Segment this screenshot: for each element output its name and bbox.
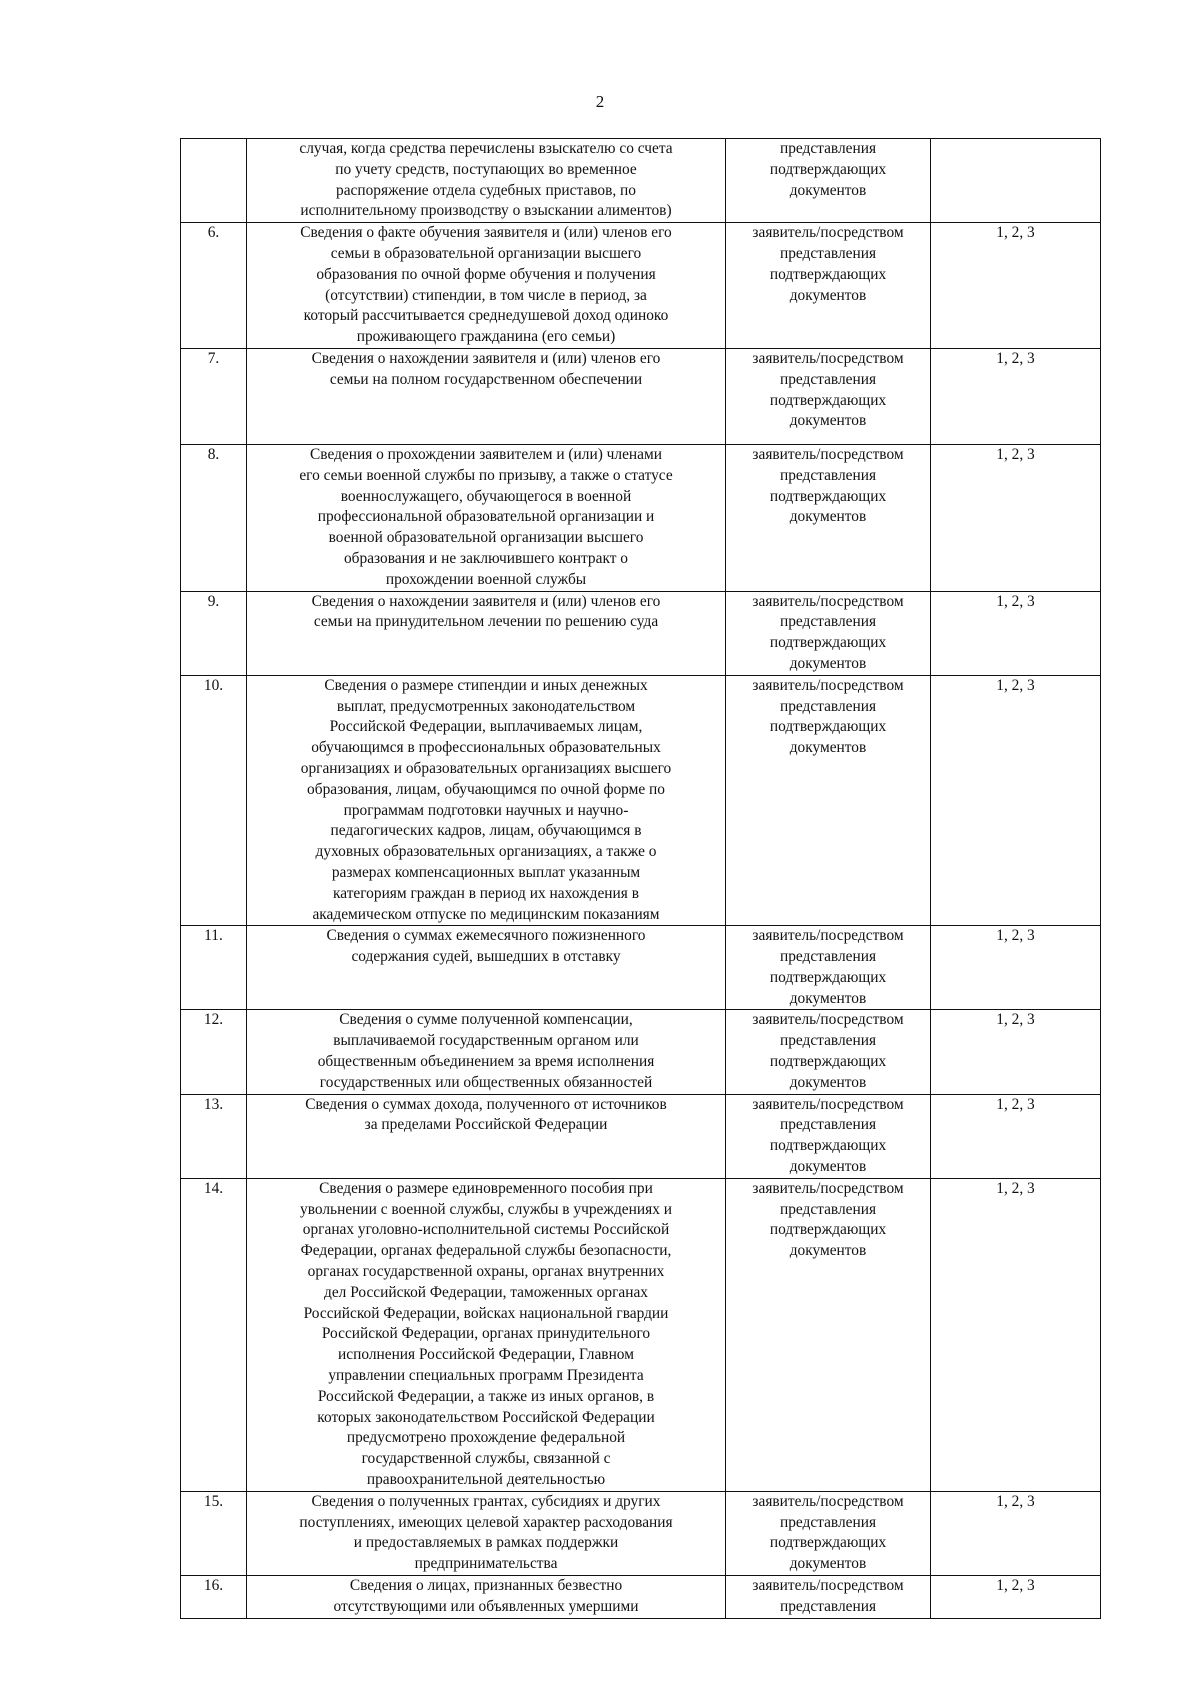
cell-text: 15.	[203, 1492, 224, 1510]
cell-text: 9.	[207, 592, 220, 610]
reference-cell	[931, 223, 1101, 349]
reference-cell	[931, 926, 1101, 1010]
text-line: представления	[779, 1116, 877, 1134]
reference-cell	[931, 1491, 1101, 1575]
reference-cell	[931, 139, 1101, 223]
text-line: представления	[779, 244, 877, 262]
cell-text: 16.	[203, 1577, 224, 1594]
text-line: представления	[779, 1032, 877, 1050]
reference-cell	[931, 591, 1101, 675]
text-line: документов	[789, 989, 867, 1007]
text-line: которых законодательством Российской Федерации	[317, 1408, 655, 1426]
text-line: исполнительному производству о взыскании алиментов)	[300, 202, 672, 220]
text-line: Российской Федерации, а также из иных органов, в	[317, 1387, 655, 1405]
text-line: документов	[789, 412, 867, 430]
cell-text: 10.	[203, 676, 224, 694]
description-cell	[247, 1178, 726, 1491]
source-cell	[726, 591, 931, 675]
text-line: Российской Федерации, войсках национальной гвардии	[303, 1304, 669, 1322]
text-line: документов	[789, 1073, 867, 1091]
text-line: представления	[779, 948, 877, 966]
description-cell	[247, 139, 726, 223]
source-cell	[726, 675, 931, 926]
text-line: Федерации, органах федеральной службы безопасности,	[300, 1242, 672, 1260]
reference-cell	[931, 1094, 1101, 1178]
text-line: отсутствующими или объявленных умершими	[333, 1597, 639, 1615]
cell-text: 12.	[203, 1011, 224, 1029]
source-cell	[726, 1576, 931, 1619]
text-line: размерах компенсационных выплат указанным	[331, 863, 641, 881]
text-line: образования, лицам, обучающимся по очной форме по	[307, 780, 665, 798]
text-line: категориям граждан в период их нахождения в	[333, 884, 639, 902]
text-line: выплачиваемой государственным органом или	[333, 1032, 639, 1050]
text-line: академическом отпуске по медицинским показаниям	[312, 905, 660, 923]
cell-text: 1, 2, 3	[996, 1577, 1035, 1594]
source-cell	[726, 223, 931, 349]
table-row	[181, 348, 1101, 444]
text-line: прохождении военной службы	[385, 570, 587, 588]
reference-cell	[931, 1178, 1101, 1491]
text-line: подтверждающих	[769, 1221, 887, 1239]
text-line: заявитель/посредством	[752, 592, 904, 610]
text-line: государственной службы, связанной с	[361, 1450, 611, 1468]
text-line: Сведения о лицах, признанных безвестно	[349, 1577, 623, 1594]
text-line: Российской Федерации, органах принудительного	[321, 1325, 651, 1343]
table-row	[181, 1094, 1101, 1178]
text-line: подтверждающих	[769, 718, 887, 736]
text-line: Сведения о суммах ежемесячного пожизненного	[326, 927, 646, 945]
cell-text: 14.	[203, 1179, 224, 1197]
text-line: представления	[779, 1513, 877, 1531]
text-line: подтверждающих	[769, 265, 887, 283]
cell-text: 1, 2, 3	[996, 676, 1035, 694]
description-cell	[247, 591, 726, 675]
text-line: по учету средств, поступающих во временное	[335, 160, 637, 178]
table-row	[181, 591, 1101, 675]
text-line: Сведения о размере стипендии и иных денежных	[324, 676, 648, 694]
reference-cell	[931, 348, 1101, 444]
text-line: обучающимся в профессиональных образовательных	[311, 739, 661, 757]
reference-cell	[931, 675, 1101, 926]
text-line: образования по очной форме обучения и получения	[316, 265, 656, 283]
description-cell	[247, 444, 726, 591]
table-row	[181, 139, 1101, 223]
cell-text: 1, 2, 3	[996, 927, 1035, 945]
text-line: документов	[789, 181, 867, 199]
text-line: заявитель/посредством	[752, 927, 904, 945]
text-line: подтверждающих	[769, 1534, 887, 1552]
reference-cell	[931, 444, 1101, 591]
table-row	[181, 926, 1101, 1010]
row-number-cell	[181, 675, 247, 926]
table-body	[181, 139, 1101, 1619]
text-line: представления	[779, 140, 877, 157]
text-line: документов	[789, 1555, 867, 1573]
source-cell	[726, 1094, 931, 1178]
text-line: распоряжение отдела судебных приставов, по	[336, 181, 636, 199]
cell-text: 11.	[204, 927, 223, 945]
row-number-cell	[181, 1010, 247, 1094]
text-line: и предоставляемых в рамках поддержки	[353, 1534, 619, 1552]
text-line: подтверждающих	[769, 391, 887, 409]
cell-text: 1, 2, 3	[996, 1011, 1035, 1029]
text-line: профессиональной образовательной организации и	[317, 508, 655, 526]
text-line: представления	[779, 466, 877, 484]
text-line: документов	[789, 739, 867, 757]
text-line: документов	[789, 654, 867, 672]
text-line: (отсутствии) стипендии, в том числе в период, за	[325, 286, 647, 304]
text-line: содержания судей, вышедших в отставку	[351, 948, 621, 966]
cell-text: 7.	[207, 349, 220, 367]
row-number-cell	[181, 139, 247, 223]
text-line: подтверждающих	[769, 634, 887, 652]
text-line: заявитель/посредством	[752, 1011, 904, 1029]
text-line: организациях и образовательных организациях высшего	[300, 759, 672, 777]
row-number-cell	[181, 591, 247, 675]
description-cell	[247, 675, 726, 926]
text-line: заявитель/посредством	[752, 1577, 904, 1594]
description-cell	[247, 348, 726, 444]
reference-cell	[931, 1576, 1101, 1619]
text-line: Сведения о факте обучения заявителя и (или) членов его	[300, 224, 672, 242]
text-line: Сведения о суммах дохода, полученного от источников	[305, 1095, 667, 1113]
description-cell	[247, 926, 726, 1010]
text-line: заявитель/посредством	[752, 1095, 904, 1113]
text-line: Сведения о размере единовременного пособия при	[319, 1179, 653, 1197]
text-line: программам подготовки научных и научно-	[343, 801, 629, 819]
cell-text: 1, 2, 3	[996, 1179, 1035, 1197]
table-row	[181, 444, 1101, 591]
text-line: случая, когда средства перечислены взыскателю со счета	[299, 140, 673, 157]
text-line: который рассчитывается среднедушевой доход одиноко	[303, 307, 669, 325]
text-line: заявитель/посредством	[752, 676, 904, 694]
table-row	[181, 1491, 1101, 1575]
cell-text: 6.	[207, 224, 220, 242]
text-line: за пределами Российской Федерации	[364, 1116, 608, 1134]
source-cell	[726, 1010, 931, 1094]
text-line: военнослужащего, обучающегося в военной	[340, 487, 632, 505]
table-row	[181, 675, 1101, 926]
text-line: документов	[789, 508, 867, 526]
row-number-cell	[181, 348, 247, 444]
text-line: органах государственной охраны, органах внутренних	[307, 1263, 665, 1281]
text-line: Сведения о прохождении заявителем и (или) членами	[310, 445, 662, 463]
text-line: подтверждающих	[769, 160, 887, 178]
text-line: органах уголовно-исполнительной системы Российской	[302, 1221, 670, 1239]
table-row	[181, 223, 1101, 349]
row-number-cell	[181, 1491, 247, 1575]
text-line: военной образовательной организации высшего	[328, 529, 644, 547]
text-line: семьи в образовательной организации высшего	[330, 244, 642, 262]
text-line: увольнении с военной службы, службы в учреждениях и	[300, 1200, 672, 1218]
document-table	[180, 138, 1101, 1619]
text-line: Сведения о нахождении заявителя и (или) членов его	[311, 349, 661, 367]
source-cell	[726, 1491, 931, 1575]
source-cell	[726, 139, 931, 223]
row-number-cell	[181, 1576, 247, 1619]
description-cell	[247, 223, 726, 349]
description-cell	[247, 1094, 726, 1178]
source-cell	[726, 926, 931, 1010]
table-row	[181, 1576, 1101, 1619]
text-line: заявитель/посредством	[752, 349, 904, 367]
text-line: подтверждающих	[769, 968, 887, 986]
table-row	[181, 1010, 1101, 1094]
text-line: представления	[779, 1597, 877, 1615]
text-line: исполнения Российской Федерации, Главном	[338, 1346, 634, 1364]
text-line: заявитель/посредством	[752, 1179, 904, 1197]
cell-text: 13.	[203, 1095, 224, 1113]
row-number-cell	[181, 1178, 247, 1491]
text-line: семьи на принудительном лечении по решению суда	[313, 613, 659, 631]
text-line: заявитель/посредством	[752, 445, 904, 463]
text-line: Сведения о сумме полученной компенсации,	[339, 1011, 633, 1029]
description-cell	[247, 1491, 726, 1575]
text-line: Сведения о нахождении заявителя и (или) членов его	[311, 592, 661, 610]
row-number-cell	[181, 223, 247, 349]
row-number-cell	[181, 444, 247, 591]
text-line: управлении специальных программ Президента	[328, 1367, 644, 1385]
text-line: образования и не заключившего контракт о	[343, 549, 629, 567]
text-line: предусмотрено прохождение федеральной	[346, 1429, 626, 1447]
text-line: представления	[779, 370, 877, 388]
text-line: заявитель/посредством	[752, 224, 904, 242]
text-line: документов	[789, 1158, 867, 1176]
text-line: представления	[779, 697, 877, 715]
text-line: заявитель/посредством	[752, 1492, 904, 1510]
text-line: предпринимательства	[414, 1555, 558, 1573]
text-line: документов	[789, 1242, 867, 1260]
text-line: подтверждающих	[769, 1137, 887, 1155]
text-line: дел Российской Федерации, таможенных органах	[324, 1283, 648, 1301]
text-line: духовных образовательных организациях, а также о	[315, 843, 657, 861]
text-line: его семьи военной службы по призыву, а также о статусе	[299, 466, 673, 484]
page-number: 2	[595, 92, 605, 111]
text-line: подтверждающих	[769, 1053, 887, 1071]
text-line: подтверждающих	[769, 487, 887, 505]
text-line: педагогических кадров, лицам, обучающимся в	[330, 822, 642, 840]
text-line: представления	[779, 613, 877, 631]
text-line: поступлениях, имеющих целевой характер расходования	[299, 1513, 673, 1531]
source-cell	[726, 348, 931, 444]
description-cell	[247, 1576, 726, 1619]
text-line: документов	[789, 286, 867, 304]
cell-text: 1, 2, 3	[996, 1492, 1035, 1510]
cell-text: 8.	[207, 445, 220, 463]
text-line: проживающего гражданина (его семьи)	[356, 328, 616, 346]
table-row	[181, 1178, 1101, 1491]
text-line: общественным объединением за время исполнения	[317, 1053, 655, 1071]
text-line: Российской Федерации, выплачиваемых лицам,	[329, 718, 643, 736]
text-line: представления	[779, 1200, 877, 1218]
source-cell	[726, 444, 931, 591]
cell-text: 1, 2, 3	[996, 592, 1035, 610]
source-cell	[726, 1178, 931, 1491]
reference-cell	[931, 1010, 1101, 1094]
text-line: выплат, предусмотренных законодательством	[336, 697, 636, 715]
text-line: семьи на полном государственном обеспечении	[329, 370, 643, 388]
cell-text: 1, 2, 3	[996, 349, 1035, 367]
row-number-cell	[181, 1094, 247, 1178]
description-cell	[247, 1010, 726, 1094]
cell-text: 1, 2, 3	[996, 224, 1035, 242]
text-line: правоохранительной деятельностью	[366, 1471, 606, 1489]
cell-text: 1, 2, 3	[996, 1095, 1035, 1113]
text-line: государственных или общественных обязанностей	[319, 1073, 653, 1091]
row-number-cell	[181, 926, 247, 1010]
cell-text: 1, 2, 3	[996, 445, 1035, 463]
text-line: Сведения о полученных грантах, субсидиях и других	[311, 1492, 661, 1510]
